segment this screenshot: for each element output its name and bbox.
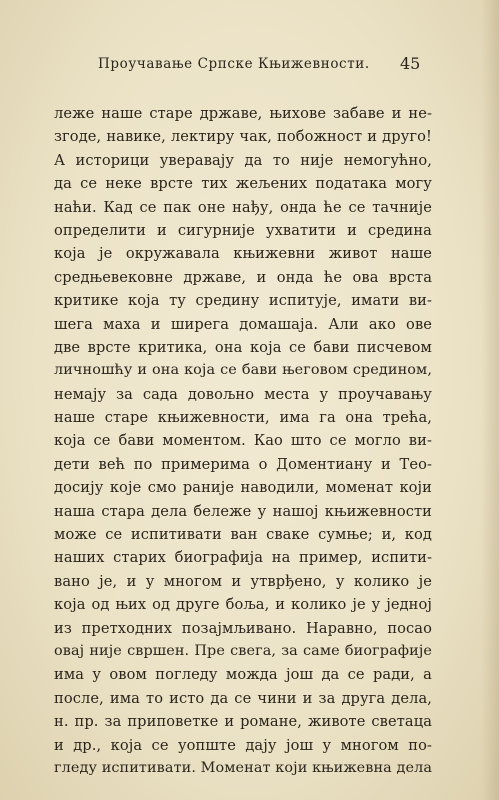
- text-line: која се бави моментом. Као што се могло ви-: [54, 432, 432, 450]
- text-line: леже наше старе државе, њихове забаве и не-: [54, 105, 432, 122]
- text-line: наше старе књижевности, има га она трећа,: [54, 409, 432, 427]
- text-line: која је окружавала књижевни живот наше: [54, 245, 432, 263]
- text-line: средњевековне државе, и онда ће ова врста: [54, 268, 432, 286]
- text-line: и др., која се уопште дају још у многом по-: [54, 736, 432, 754]
- running-title: Проучавање Српске Књижевности.: [98, 56, 370, 72]
- text-line: наћи. Кад се пак оне нађу, онда ће се тачније: [54, 198, 432, 216]
- text-line: да се неке врсте тих жељених података могу: [54, 175, 432, 193]
- text-line: овај није свршен. Пре свега, за саме биографије: [54, 642, 432, 659]
- text-line: две врсте критика, она која се бави писчевом: [54, 338, 432, 356]
- text-line: гледу испитивати. Моменат који књижевна дела: [54, 759, 433, 776]
- text-line: н. пр. за приповетке и романе, животе светаца: [54, 713, 432, 731]
- text-line: после, има то исто да се чини и за друга дела,: [54, 689, 432, 707]
- body-text: [54, 102, 432, 780]
- text-line: дети већ по примерима о Доментиану и Тео-: [54, 455, 432, 473]
- text-line: може се испитивати ван сваке сумње; и, код: [54, 526, 432, 544]
- text-line: личношћу и она која се бави његовом средином,: [54, 362, 432, 379]
- text-line: вано је, и у многом и утврђено, у колико је: [54, 572, 432, 590]
- text-line: досију које смо раније наводили, моменат који: [54, 479, 432, 497]
- text-line: која од њих од друге боља, и колико је у једној: [54, 596, 432, 614]
- page-number: 45: [400, 54, 421, 73]
- text-line: А историци уверавају да то није немогућно,: [54, 151, 432, 169]
- text-line: определити и сигурније ухватити и средина: [54, 221, 432, 239]
- text-line: наша стара дела бележе у нашој књижевности: [54, 502, 432, 520]
- text-line: шега маха и ширега домашаја. Али ако ове: [54, 315, 432, 333]
- text-line: немају за сада довољно места у проучавању: [54, 385, 432, 403]
- text-line: наших старих биографија на пример, испити-: [54, 549, 432, 567]
- page-header: [0, 56, 499, 80]
- text-line: критике која ту средину испитује, имати ви-: [54, 292, 432, 310]
- text-line: из претходних позајмљивано. Наравно, посао: [54, 619, 432, 637]
- page-edge-shadow: [481, 0, 499, 800]
- text-line: згоде, навике, лектиру чак, побожност и друго!: [54, 128, 432, 146]
- text-line: има у овом погледу можда још да се ради, а: [54, 666, 432, 684]
